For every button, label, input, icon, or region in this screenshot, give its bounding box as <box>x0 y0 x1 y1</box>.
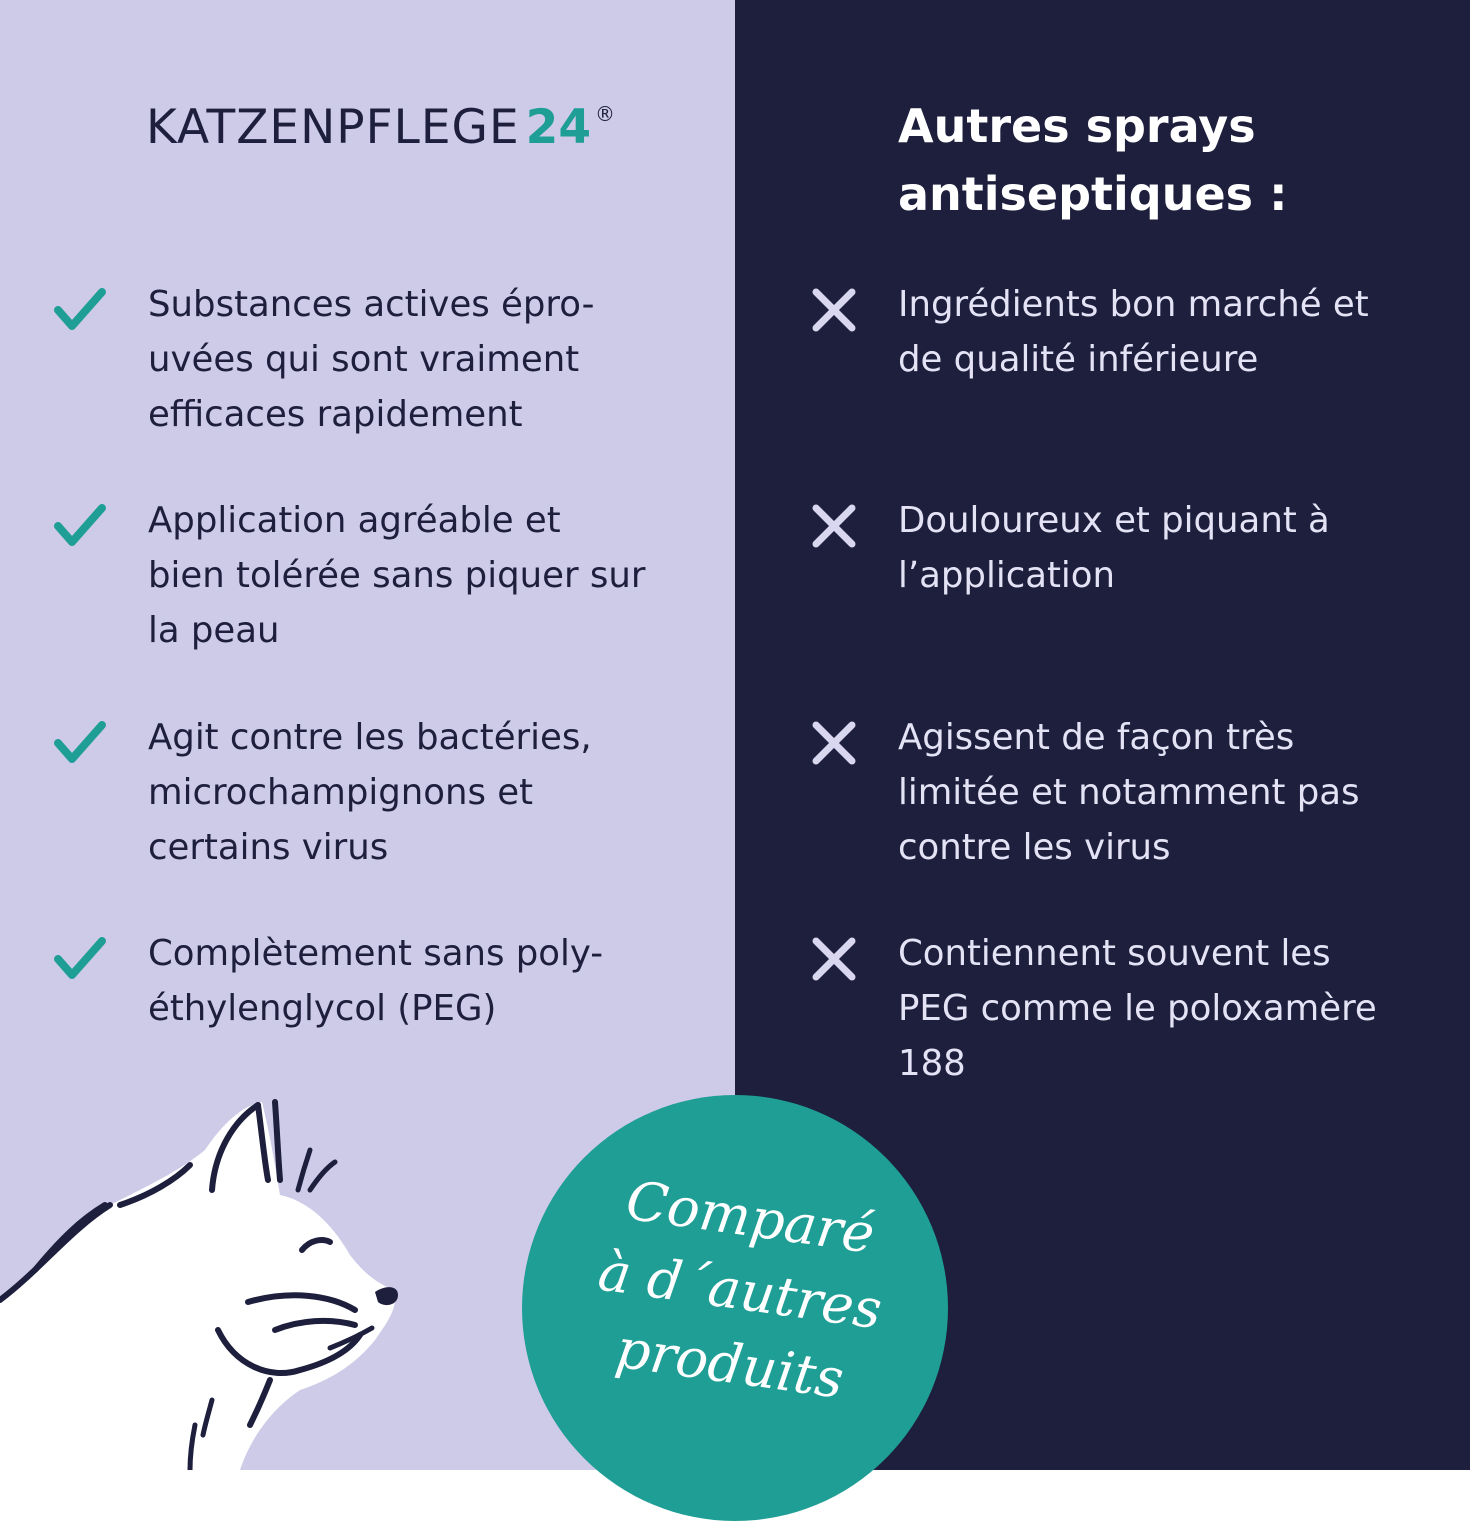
registered-mark: ® <box>595 102 616 126</box>
left-item-1: Substances actives épro-uvées qui sont vraiment efficaces rapidement <box>148 284 595 435</box>
right-item-3: Agissent de façon très limitée et notamment pas contre les virus <box>898 717 1360 868</box>
check-icon <box>52 282 108 338</box>
brand-name: KATZENPFLEGE <box>146 100 520 155</box>
cross-icon <box>806 498 862 554</box>
cross-icon <box>806 282 862 338</box>
cross-icon <box>806 715 862 771</box>
brand-logo <box>146 100 615 156</box>
check-icon <box>52 931 108 987</box>
right-item-1: Ingrédients bon marché et de qualité inférieure <box>898 284 1369 380</box>
brand-number: 24 <box>525 100 592 155</box>
left-item-4: Complètement sans poly-éthylenglycol (PEG) <box>148 933 604 1029</box>
left-item-3: Agit contre les bactéries, microchampignons et certains virus <box>148 717 592 868</box>
badge-line-2: à d´autres <box>594 1239 886 1342</box>
check-icon <box>52 715 108 771</box>
right-item-2: Douloureux et piquant à l’application <box>898 500 1330 596</box>
cat-illustration <box>0 1080 430 1470</box>
badge-line-3: produits <box>612 1316 848 1411</box>
badge-text <box>566 1159 914 1423</box>
left-item-2: Application agréable et bien tolérée sans piquer sur la peau <box>148 500 646 651</box>
right-item-4: Contiennent souvent les PEG comme le poloxamère 188 <box>898 933 1377 1084</box>
right-title: Autres sprays antiseptiques : <box>898 99 1288 221</box>
check-icon <box>52 498 108 554</box>
cross-icon <box>806 931 862 987</box>
badge-line-1: Comparé <box>622 1168 879 1266</box>
